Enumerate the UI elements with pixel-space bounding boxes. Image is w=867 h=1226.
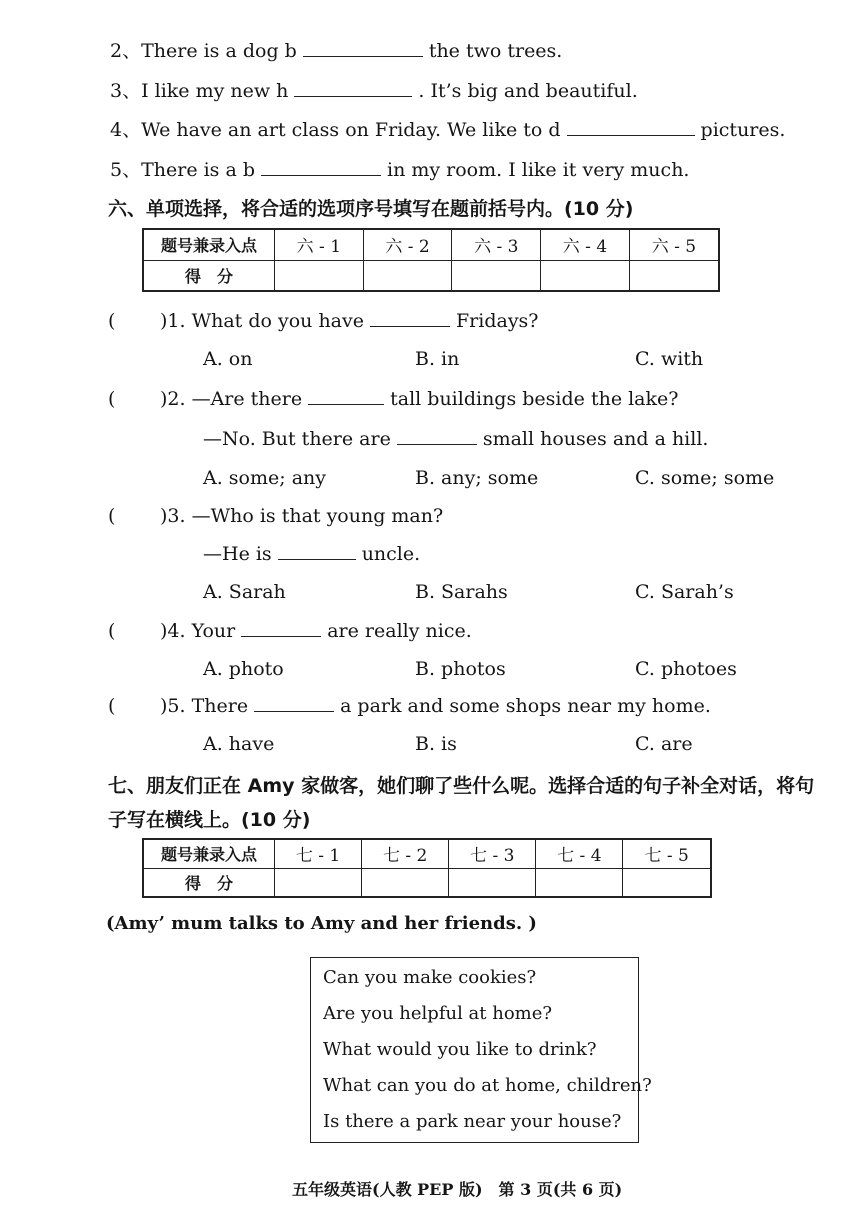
option-c[interactable]: C. Sarah’s: [635, 581, 734, 603]
question-5: [160, 695, 711, 717]
score-cell[interactable]: [452, 260, 541, 291]
question-3: )3. —Who is that young man?: [160, 505, 444, 527]
answer-paren[interactable]: (: [108, 310, 116, 332]
question-text: a park and some shops near my home.: [340, 695, 711, 717]
question-text: tall buildings beside the lake?: [390, 388, 679, 410]
question-2-line-2: [203, 428, 708, 450]
option-a[interactable]: A. photo: [203, 658, 284, 680]
fill-item-text: 2、There is a dog b: [110, 40, 297, 62]
table-col: 七 - 2: [362, 839, 449, 868]
table-col: 七 - 1: [275, 839, 362, 868]
question-text: —He is: [203, 543, 272, 565]
score-cell[interactable]: [363, 260, 452, 291]
fill-item-text: 3、I like my new h: [110, 80, 289, 102]
score-cell[interactable]: [449, 868, 536, 897]
table-col: 六 - 1: [275, 229, 364, 260]
answer-blank[interactable]: [241, 620, 321, 637]
option-b[interactable]: B. photos: [415, 658, 506, 680]
answer-blank[interactable]: [397, 428, 477, 445]
option-a[interactable]: A. on: [203, 348, 253, 370]
table-col: 七 - 3: [449, 839, 536, 868]
fill-item-4: [110, 115, 785, 142]
fill-item-text: 5、There is a b: [110, 159, 256, 181]
option-c[interactable]: C. are: [635, 733, 693, 755]
question-text: uncle.: [361, 543, 421, 565]
option-a[interactable]: A. Sarah: [203, 581, 286, 603]
question-2: [160, 388, 678, 410]
answer-blank[interactable]: [278, 543, 356, 560]
question-text: )1. What do you have: [160, 310, 364, 332]
section-6-heading: 六、单项选择，将合适的选项序号填写在题前括号内。(10 分): [108, 198, 634, 220]
section-7-heading: 七、朋友们正在 Amy 家做客，她们聊了些什么呢。选择合适的句子补全对话，将句: [108, 775, 815, 797]
fill-item-3: [110, 76, 638, 103]
fill-item-text: pictures.: [700, 119, 786, 141]
question-text: small houses and a hill.: [482, 428, 709, 450]
option-b[interactable]: B. any; some: [415, 467, 539, 489]
answer-paren[interactable]: (: [108, 505, 116, 527]
table-col: 六 - 3: [452, 229, 541, 260]
question-text: )2. —Are there: [160, 388, 303, 410]
table-label: 题号兼录入点: [143, 839, 275, 868]
answer-paren[interactable]: (: [108, 388, 116, 410]
question-text: —No. But there are: [203, 428, 391, 450]
fill-item-text: 4、We have an art class on Friday. We like to d: [110, 119, 561, 141]
score-cell[interactable]: [275, 868, 362, 897]
answer-blank[interactable]: [254, 695, 334, 712]
question-text: )4. Your: [160, 620, 236, 642]
option-b[interactable]: B. in: [415, 348, 460, 370]
option-a[interactable]: A. some; any: [203, 467, 326, 489]
answer-blank[interactable]: [308, 388, 384, 405]
score-cell[interactable]: [541, 260, 630, 291]
score-cell[interactable]: [536, 868, 623, 897]
fill-item-5: [110, 155, 689, 182]
score-cell[interactable]: [362, 868, 449, 897]
table-col: 六 - 2: [363, 229, 452, 260]
dialogue-context: (Amy’ mum talks to Amy and her friends. ): [106, 913, 537, 934]
choice-sentence: What can you do at home, children?: [323, 1075, 652, 1096]
sentence-choices-box: [310, 957, 652, 1143]
score-table-7: [142, 838, 712, 898]
score-table-6: [142, 228, 720, 292]
table-label: 得 分: [143, 868, 275, 897]
table-col: 六 - 5: [629, 229, 719, 260]
table-col: 七 - 5: [623, 839, 711, 868]
choice-sentence: Are you helpful at home?: [323, 1003, 553, 1024]
score-cell[interactable]: [623, 868, 711, 897]
page-footer: 五年级英语(人教 PEP 版) 第 3 页(共 6 页): [292, 1180, 623, 1199]
score-cell[interactable]: [275, 260, 364, 291]
option-b[interactable]: B. Sarahs: [415, 581, 508, 603]
answer-blank[interactable]: [567, 119, 695, 136]
section-7-heading-cont: 子写在横线上。(10 分): [108, 809, 311, 831]
question-4: [160, 620, 472, 642]
option-c[interactable]: C. with: [635, 348, 704, 370]
question-text: )5. There: [160, 695, 249, 717]
answer-blank[interactable]: [261, 159, 381, 176]
table-col: 七 - 4: [536, 839, 623, 868]
choice-sentence: Is there a park near your house?: [323, 1111, 622, 1132]
score-cell[interactable]: [629, 260, 719, 291]
question-text: are really nice.: [327, 620, 472, 642]
answer-blank[interactable]: [370, 310, 450, 327]
fill-item-text: in my room. I like it very much.: [387, 159, 690, 181]
question-3-line-2: [203, 543, 420, 565]
answer-paren[interactable]: (: [108, 695, 116, 717]
option-b[interactable]: B. is: [415, 733, 457, 755]
question-text: Fridays?: [455, 310, 539, 332]
fill-item-text: the two trees.: [428, 40, 563, 62]
answer-blank[interactable]: [303, 40, 423, 57]
choice-sentence: Can you make cookies?: [323, 967, 537, 988]
fill-item-text: . It’s big and beautiful.: [418, 80, 638, 102]
option-c[interactable]: C. photoes: [635, 658, 737, 680]
table-label: 题号兼录入点: [143, 229, 275, 260]
answer-blank[interactable]: [294, 80, 412, 97]
choice-sentence: What would you like to drink?: [323, 1039, 597, 1060]
table-label: 得 分: [143, 260, 275, 291]
question-1: [160, 310, 539, 332]
fill-item-2: [110, 36, 562, 63]
table-col: 六 - 4: [541, 229, 630, 260]
option-c[interactable]: C. some; some: [635, 467, 775, 489]
option-a[interactable]: A. have: [203, 733, 275, 755]
answer-paren[interactable]: (: [108, 620, 116, 642]
